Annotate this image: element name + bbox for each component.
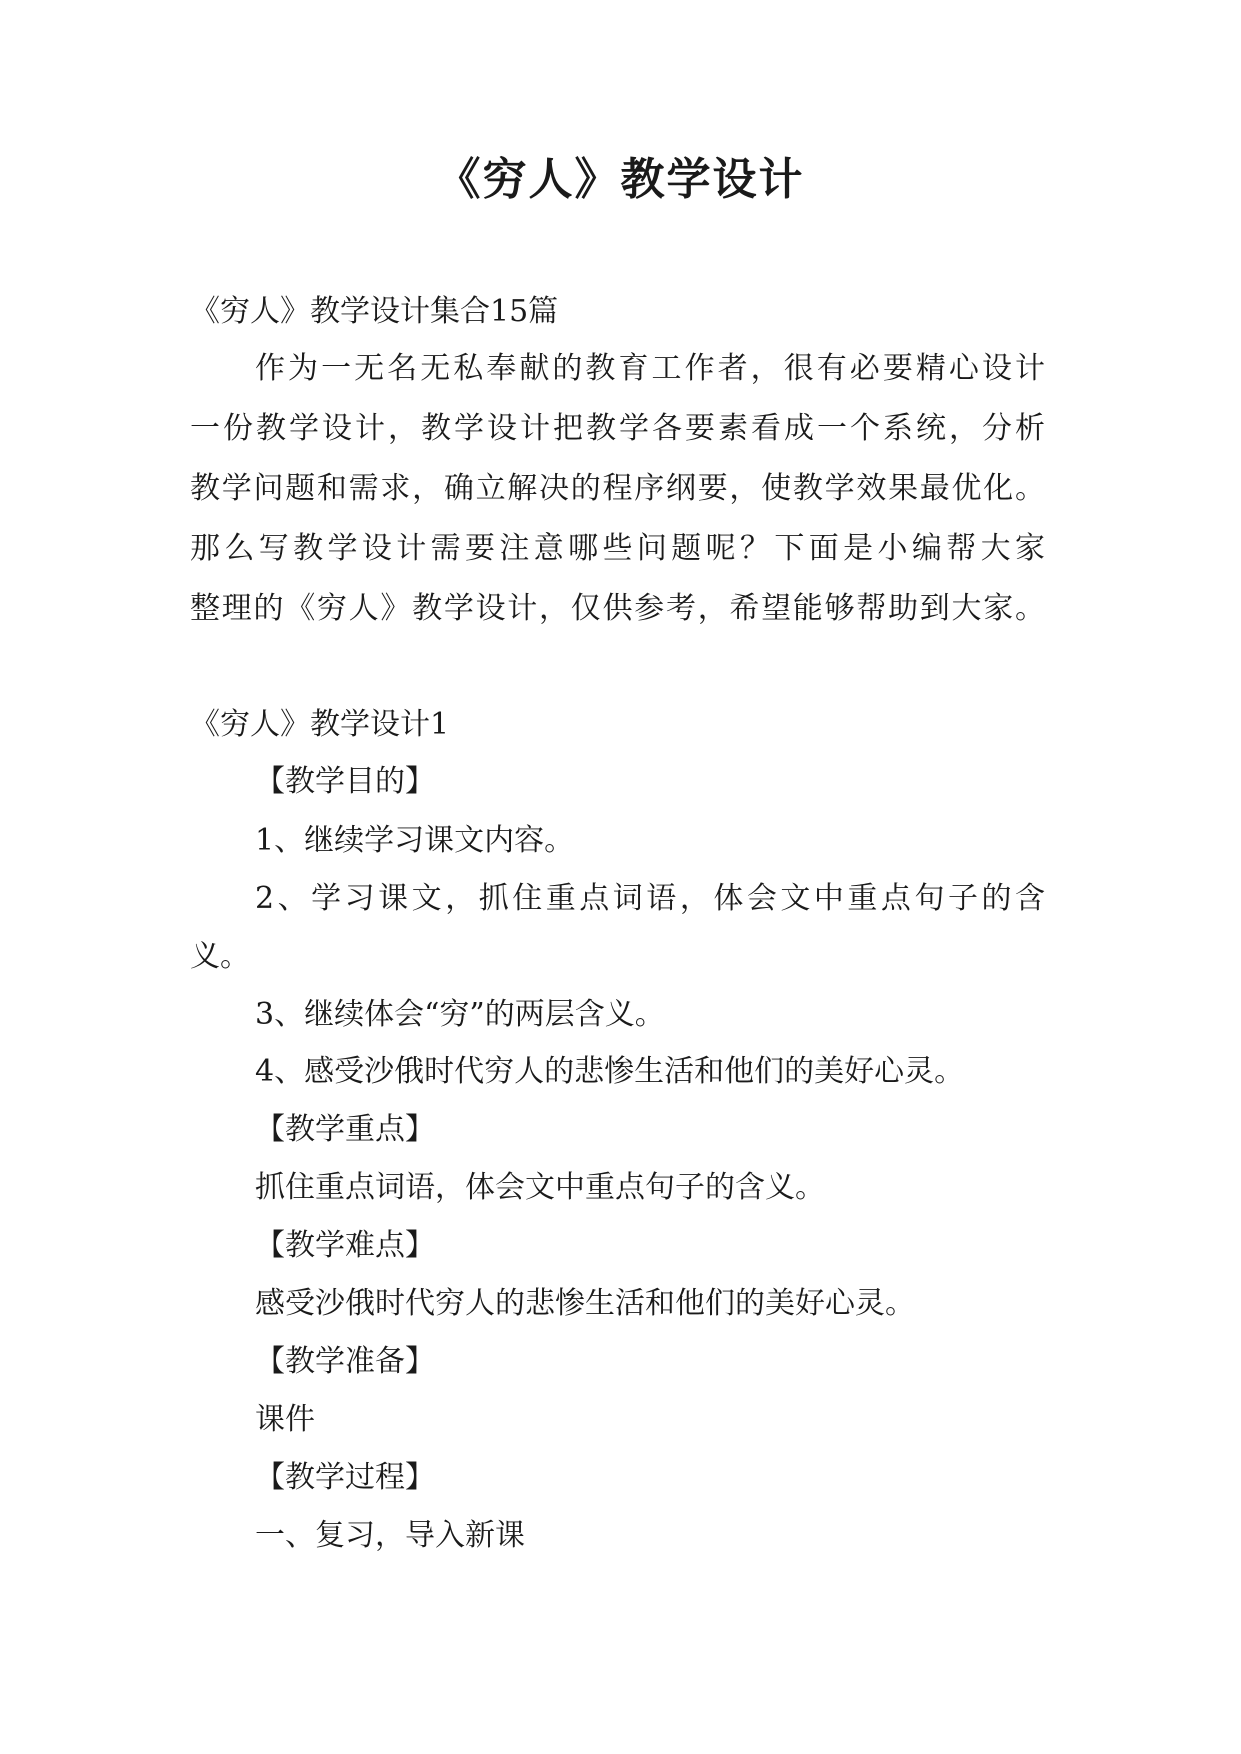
preparation-label: 【教学准备】 — [255, 1344, 435, 1379]
process-label: 【教学过程】 — [255, 1460, 435, 1495]
key-point-label: 【教学重点】 — [255, 1112, 435, 1147]
collection-heading: 《穷人》教学设计集合15篇 — [190, 294, 559, 329]
intro-line-1: 作为一无名无私奉献的教育工作者，很有必要精心设计 — [255, 351, 1045, 386]
preparation-text: 课件 — [255, 1402, 315, 1437]
document-title: 《穷人》教学设计 — [436, 154, 805, 205]
goal-item-4: 4、感受沙俄时代穷人的悲惨生活和他们的美好心灵。 — [255, 1054, 965, 1089]
intro-line-3: 教学问题和需求，确立解决的程序纲要，使教学效果最优化。 — [190, 471, 1045, 506]
goal-item-1: 1、继续学习课文内容。 — [255, 823, 575, 858]
goal-label: 【教学目的】 — [255, 764, 435, 799]
difficulty-text: 感受沙俄时代穷人的悲惨生活和他们的美好心灵。 — [255, 1286, 915, 1321]
goal-item-2-line-2: 义。 — [190, 939, 250, 974]
intro-line-4: 那么写教学设计需要注意哪些问题呢？下面是小编帮大家 — [190, 531, 1045, 566]
process-step-1: 一、复习，导入新课 — [255, 1518, 525, 1553]
goal-item-2-line-1: 2、学习课文，抓住重点词语，体会文中重点句子的含 — [255, 881, 1045, 916]
goal-item-3: 3、继续体会“穷”的两层含义。 — [255, 997, 665, 1032]
intro-line-2: 一份教学设计，教学设计把教学各要素看成一个系统，分析 — [190, 411, 1045, 446]
intro-line-5: 整理的《穷人》教学设计，仅供参考，希望能够帮助到大家。 — [190, 591, 1045, 626]
difficulty-label: 【教学难点】 — [255, 1228, 435, 1263]
section-heading: 《穷人》教学设计1 — [190, 707, 450, 742]
key-point-text: 抓住重点词语，体会文中重点句子的含义。 — [255, 1170, 825, 1205]
